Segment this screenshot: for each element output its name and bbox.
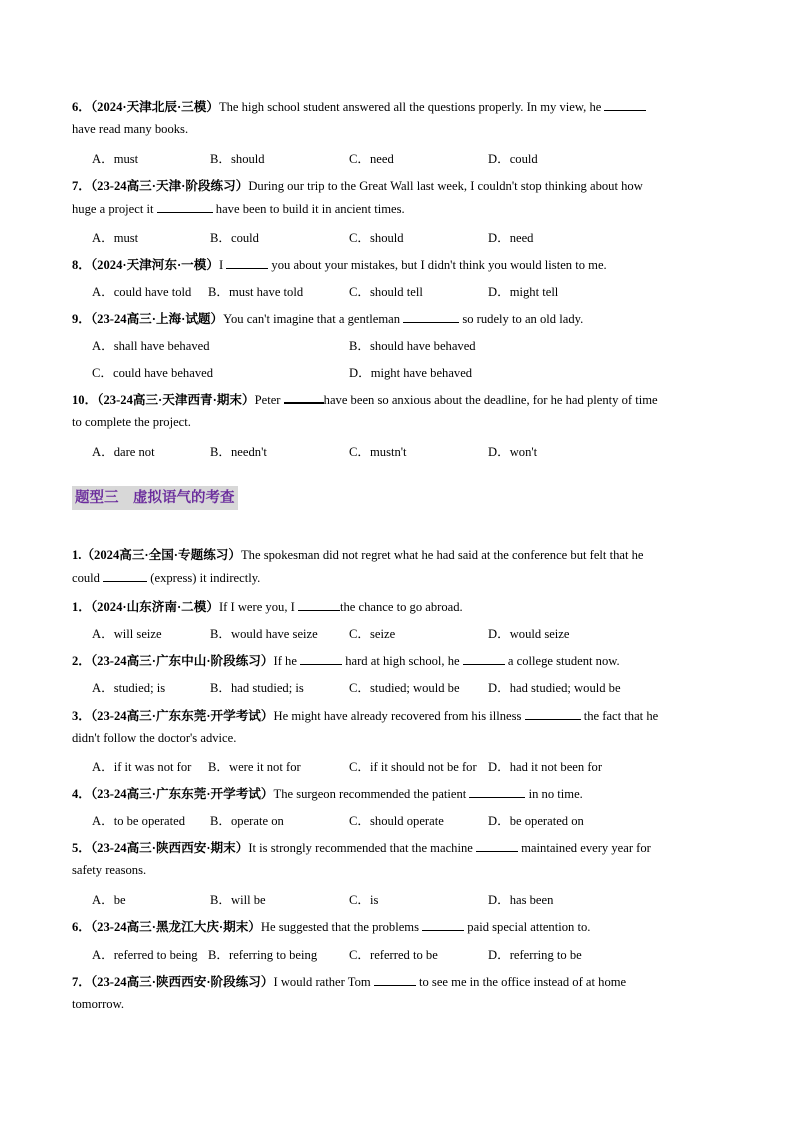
option-d[interactable]: D．has been xyxy=(488,893,554,907)
option-c[interactable]: C．could have behaved xyxy=(92,366,213,380)
option-a[interactable]: A．dare not xyxy=(92,445,155,459)
option-b[interactable]: B．will be xyxy=(210,893,266,907)
options-p2-4 xyxy=(92,810,732,830)
option-c[interactable]: C．should tell xyxy=(349,285,423,299)
answer-blank[interactable] xyxy=(476,840,518,852)
option-c[interactable]: C．seize xyxy=(349,627,396,641)
intro-question: 1.（2024高三·全国·专题练习）The spokesman did not regret what he had said at the conference but felt that he xyxy=(72,548,644,562)
option-d[interactable]: D．might tell xyxy=(488,285,559,299)
question-p2-1: 1．（2024·山东济南·二模）If I were you, I the chance to go abroad. xyxy=(72,600,463,614)
question-p2-5: 5．（23-24高三·陕西西安·期末）It is strongly recommended that the machine maintained every year for xyxy=(72,841,651,855)
options-p2-2 xyxy=(92,677,732,697)
option-a[interactable]: A．if it was not for xyxy=(92,760,192,774)
question-p2-5-line2: safety reasons. xyxy=(72,863,147,877)
option-a[interactable]: A．referred to being xyxy=(92,948,198,962)
option-c[interactable]: C．is xyxy=(349,893,379,907)
answer-blank[interactable] xyxy=(463,653,505,665)
answer-blank[interactable] xyxy=(403,311,459,323)
option-d[interactable]: D．might have behaved xyxy=(349,366,473,380)
option-a[interactable]: A．could have told xyxy=(92,285,192,299)
option-c[interactable]: C．need xyxy=(349,152,394,166)
options-p1-6 xyxy=(92,148,732,168)
option-a[interactable]: A．must xyxy=(92,231,139,245)
option-c[interactable]: C．if it should not be for xyxy=(349,760,477,774)
option-c[interactable]: C．mustn't xyxy=(349,445,407,459)
option-a[interactable]: A．must xyxy=(92,152,139,166)
question-p2-7-line2: tomorrow. xyxy=(72,997,124,1011)
option-c[interactable]: C．studied; would be xyxy=(349,681,460,695)
question-p2-3-line2: didn't follow the doctor's advice. xyxy=(72,731,237,745)
option-d[interactable]: D．had studied; would be xyxy=(488,681,621,695)
answer-blank[interactable] xyxy=(284,391,324,404)
option-c[interactable]: C．should xyxy=(349,231,404,245)
option-c[interactable]: C．should operate xyxy=(349,814,444,828)
options-p1-9-row1 xyxy=(92,335,732,355)
option-a[interactable]: A．studied; is xyxy=(92,681,166,695)
question-p1-10: 10．（23-24高三·天津西青·期末）Peter have been so anxious about the deadline, for he had plenty of time xyxy=(72,393,658,407)
option-d[interactable]: D．be operated on xyxy=(488,814,584,828)
option-a[interactable]: A．shall have behaved xyxy=(92,339,210,353)
option-b[interactable]: B．operate on xyxy=(210,814,284,828)
option-a[interactable]: A．will seize xyxy=(92,627,162,641)
options-p2-1 xyxy=(92,623,732,643)
option-b[interactable]: B．would have seize xyxy=(210,627,318,641)
option-d[interactable]: D．could xyxy=(488,152,538,166)
question-p2-3: 3．（23-24高三·广东东莞·开学考试）He might have already recovered from his illness the fact that he xyxy=(72,709,659,723)
section-heading: 题型三 虚拟语气的考查 xyxy=(72,486,238,510)
option-b[interactable]: B．should have behaved xyxy=(349,339,476,353)
question-p1-6-line2: have read many books. xyxy=(72,122,189,136)
question-p1-7: 7．（23-24高三·天津·阶段练习）During our trip to the Great Wall last week, I couldn't stop thinking about how xyxy=(72,179,643,193)
options-p1-10 xyxy=(92,441,732,461)
option-a[interactable]: A．to be operated xyxy=(92,814,186,828)
question-p1-9: 9．（23-24高三·上海·试题）You can't imagine that a gentleman so rudely to an old lady. xyxy=(72,312,584,326)
question-p2-6: 6．（23-24高三·黑龙江大庆·期末）He suggested that the problems paid special attention to. xyxy=(72,920,591,934)
answer-blank[interactable] xyxy=(157,201,213,213)
answer-blank[interactable] xyxy=(298,599,340,611)
options-p2-6 xyxy=(92,944,732,964)
option-b[interactable]: B．needn't xyxy=(210,445,267,459)
answer-blank[interactable] xyxy=(103,570,147,582)
question-p2-4: 4．（23-24高三·广东东莞·开学考试）The surgeon recommended the patient in no time. xyxy=(72,787,583,801)
option-d[interactable]: D．had it not been for xyxy=(488,760,603,774)
option-d[interactable]: D．need xyxy=(488,231,534,245)
answer-blank[interactable] xyxy=(300,653,342,665)
options-p2-5 xyxy=(92,889,732,909)
intro-question-line2: could (express) it indirectly. xyxy=(72,571,261,585)
answer-blank[interactable] xyxy=(374,974,416,986)
question-p2-2: 2．（23-24高三·广东中山·阶段练习）If he hard at high school, he a college student now. xyxy=(72,654,620,668)
options-p1-9-row2 xyxy=(92,362,732,382)
options-p1-8 xyxy=(92,281,732,301)
option-d[interactable]: D．won't xyxy=(488,445,538,459)
answer-blank[interactable] xyxy=(226,257,268,269)
question-p1-10-line2: to complete the project. xyxy=(72,415,191,429)
option-b[interactable]: B．should xyxy=(210,152,265,166)
question-p1-7-line2: huge a project it have been to build it in ancient times. xyxy=(72,202,405,216)
option-a[interactable]: A．be xyxy=(92,893,126,907)
answer-blank[interactable] xyxy=(469,786,525,798)
option-c[interactable]: C．referred to be xyxy=(349,948,438,962)
question-p1-6: 6．（2024·天津北辰·三模）The high school student answered all the questions properly. In my view, he xyxy=(72,96,732,115)
option-d[interactable]: D．would seize xyxy=(488,627,570,641)
answer-blank[interactable] xyxy=(604,99,646,111)
answer-blank[interactable] xyxy=(525,708,581,720)
option-b[interactable]: B．must have told xyxy=(208,285,304,299)
option-b[interactable]: B．could xyxy=(210,231,259,245)
options-p1-7 xyxy=(92,227,732,247)
option-b[interactable]: B．were it not for xyxy=(208,760,301,774)
option-b[interactable]: B．had studied; is xyxy=(210,681,304,695)
option-d[interactable]: D．referring to be xyxy=(488,948,582,962)
option-b[interactable]: B．referring to being xyxy=(208,948,318,962)
answer-blank[interactable] xyxy=(422,919,464,931)
options-p2-3 xyxy=(92,756,732,776)
question-p2-7: 7．（23-24高三·陕西西安·阶段练习）I would rather Tom to see me in the office instead of at home xyxy=(72,975,627,989)
question-p1-8: 8．（2024·天津河东·一模）I you about your mistakes, but I didn't think you would listen to me. xyxy=(72,258,607,272)
